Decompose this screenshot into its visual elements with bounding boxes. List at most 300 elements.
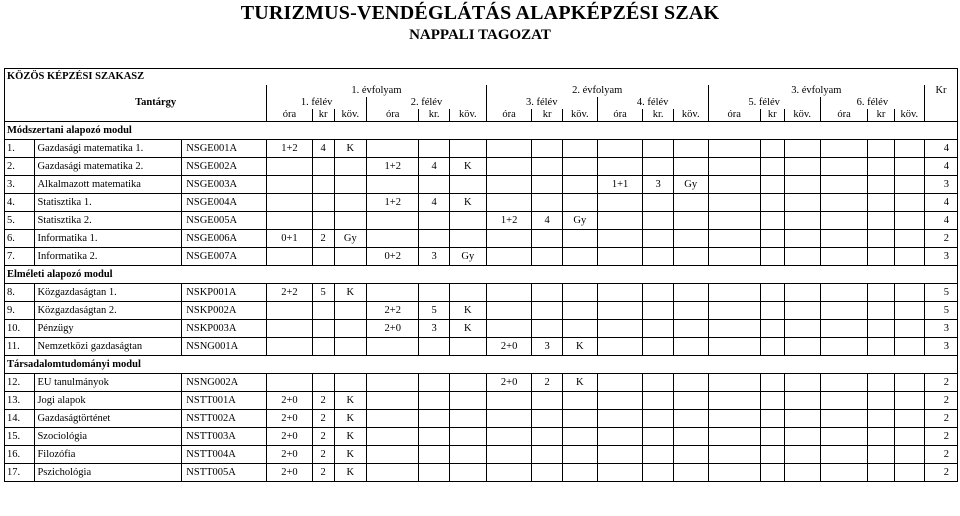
course-requirement: K — [334, 284, 367, 302]
empty-cell — [784, 212, 820, 230]
empty-cell — [312, 176, 334, 194]
curriculum-table — [4, 68, 958, 482]
course-row — [5, 230, 958, 248]
empty-cell — [267, 248, 313, 266]
module-title: Módszertani alapozó modul — [5, 122, 958, 140]
course-number: 1. — [5, 140, 35, 158]
empty-cell — [486, 194, 532, 212]
course-hours: 2+0 — [486, 374, 532, 392]
empty-cell — [419, 212, 449, 230]
empty-cell — [820, 392, 868, 410]
course-hours: 2+0 — [367, 320, 419, 338]
empty-cell — [419, 176, 449, 194]
course-total-credit: 2 — [925, 230, 958, 248]
empty-cell — [784, 230, 820, 248]
empty-cell — [367, 176, 419, 194]
course-credit: 3 — [532, 338, 562, 356]
empty-cell — [894, 374, 924, 392]
empty-cell — [367, 446, 419, 464]
empty-cell — [419, 410, 449, 428]
course-credit: 3 — [643, 176, 673, 194]
empty-cell — [894, 194, 924, 212]
subheader-cell: köv. — [894, 109, 924, 122]
empty-cell — [868, 446, 894, 464]
course-name: Nemzetközi gazdaságtan — [35, 338, 182, 356]
empty-cell — [267, 320, 313, 338]
empty-cell — [334, 158, 367, 176]
course-name: Pénzügy — [35, 320, 182, 338]
subheader-cell: óra — [820, 109, 868, 122]
course-row — [5, 374, 958, 392]
course-total-credit: 2 — [925, 374, 958, 392]
subheader-cell: kr — [312, 109, 334, 122]
course-requirement: Gy — [449, 248, 486, 266]
empty-cell — [643, 464, 673, 482]
empty-cell — [760, 374, 784, 392]
empty-cell — [820, 230, 868, 248]
empty-cell — [643, 428, 673, 446]
course-name: Gazdaságtörténet — [35, 410, 182, 428]
empty-cell — [760, 410, 784, 428]
empty-cell — [562, 320, 597, 338]
empty-cell — [868, 428, 894, 446]
semester-4: 4. félév — [597, 97, 708, 109]
course-number: 5. — [5, 212, 35, 230]
empty-cell — [597, 338, 643, 356]
empty-cell — [267, 194, 313, 212]
course-code: NSGE003A — [182, 176, 267, 194]
empty-cell — [673, 446, 708, 464]
course-row — [5, 392, 958, 410]
course-code: NSTT004A — [182, 446, 267, 464]
empty-cell — [334, 302, 367, 320]
course-number: 2. — [5, 158, 35, 176]
course-row — [5, 302, 958, 320]
empty-cell — [532, 410, 562, 428]
course-total-credit: 4 — [925, 158, 958, 176]
course-code: NSGE002A — [182, 158, 267, 176]
empty-cell — [708, 302, 760, 320]
empty-cell — [597, 212, 643, 230]
empty-cell — [449, 176, 486, 194]
course-number: 13. — [5, 392, 35, 410]
empty-cell — [784, 248, 820, 266]
empty-cell — [419, 428, 449, 446]
empty-cell — [312, 302, 334, 320]
course-hours: 1+2 — [367, 158, 419, 176]
subheader-cell: óra — [267, 109, 313, 122]
empty-cell — [597, 158, 643, 176]
course-hours: 2+2 — [267, 284, 313, 302]
empty-cell — [708, 392, 760, 410]
empty-cell — [760, 140, 784, 158]
course-code: NSTT003A — [182, 428, 267, 446]
empty-cell — [486, 410, 532, 428]
empty-cell — [597, 374, 643, 392]
empty-cell — [419, 230, 449, 248]
module-header-row — [5, 122, 958, 140]
empty-cell — [868, 212, 894, 230]
semester-2: 2. félév — [367, 97, 487, 109]
tantargy-label: Tantárgy — [5, 85, 267, 122]
empty-cell — [820, 194, 868, 212]
empty-cell — [562, 284, 597, 302]
empty-cell — [760, 446, 784, 464]
subheader-cell: köv. — [784, 109, 820, 122]
course-total-credit: 2 — [925, 392, 958, 410]
course-requirement: K — [449, 320, 486, 338]
subheader-cell: köv. — [673, 109, 708, 122]
course-requirement: K — [334, 428, 367, 446]
empty-cell — [784, 284, 820, 302]
empty-cell — [760, 338, 784, 356]
empty-cell — [784, 194, 820, 212]
empty-cell — [673, 428, 708, 446]
course-row — [5, 140, 958, 158]
section-title: KÖZÖS KÉPZÉSI SZAKASZ — [5, 69, 958, 86]
empty-cell — [868, 158, 894, 176]
empty-cell — [784, 374, 820, 392]
empty-cell — [486, 176, 532, 194]
course-requirement: K — [562, 374, 597, 392]
course-row — [5, 194, 958, 212]
empty-cell — [820, 374, 868, 392]
course-total-credit: 2 — [925, 410, 958, 428]
course-row — [5, 248, 958, 266]
empty-cell — [820, 338, 868, 356]
empty-cell — [820, 446, 868, 464]
empty-cell — [868, 374, 894, 392]
empty-cell — [784, 338, 820, 356]
course-code: NSGE006A — [182, 230, 267, 248]
course-code: NSGE004A — [182, 194, 267, 212]
empty-cell — [267, 302, 313, 320]
empty-cell — [334, 374, 367, 392]
course-name: Filozófia — [35, 446, 182, 464]
empty-cell — [894, 302, 924, 320]
empty-cell — [894, 176, 924, 194]
course-name: Statisztika 1. — [35, 194, 182, 212]
course-name: Pszichológia — [35, 464, 182, 482]
course-total-credit: 3 — [925, 176, 958, 194]
course-number: 9. — [5, 302, 35, 320]
empty-cell — [532, 248, 562, 266]
module-title: Elméleti alapozó modul — [5, 266, 958, 284]
course-credit: 3 — [419, 320, 449, 338]
subheader-cell: óra — [597, 109, 643, 122]
course-total-credit: 3 — [925, 320, 958, 338]
empty-cell — [868, 140, 894, 158]
empty-cell — [708, 284, 760, 302]
empty-cell — [643, 410, 673, 428]
empty-cell — [708, 338, 760, 356]
empty-cell — [449, 338, 486, 356]
course-hours: 1+2 — [267, 140, 313, 158]
course-row — [5, 410, 958, 428]
empty-cell — [820, 320, 868, 338]
empty-cell — [486, 140, 532, 158]
course-code: NSGE005A — [182, 212, 267, 230]
empty-cell — [868, 284, 894, 302]
empty-cell — [708, 194, 760, 212]
empty-cell — [708, 446, 760, 464]
empty-cell — [486, 284, 532, 302]
course-credit: 2 — [312, 392, 334, 410]
semester-5: 5. félév — [708, 97, 820, 109]
course-code: NSGE007A — [182, 248, 267, 266]
empty-cell — [673, 410, 708, 428]
subheader-cell: kr — [868, 109, 894, 122]
empty-cell — [708, 428, 760, 446]
empty-cell — [820, 464, 868, 482]
empty-cell — [312, 248, 334, 266]
course-credit: 2 — [312, 446, 334, 464]
empty-cell — [532, 464, 562, 482]
course-number: 4. — [5, 194, 35, 212]
empty-cell — [486, 302, 532, 320]
subheader-cell: kr — [760, 109, 784, 122]
course-requirement: Gy — [673, 176, 708, 194]
course-credit: 2 — [532, 374, 562, 392]
subheader-cell: köv. — [334, 109, 367, 122]
empty-cell — [673, 464, 708, 482]
subheader-cell: köv. — [562, 109, 597, 122]
course-row — [5, 284, 958, 302]
empty-cell — [894, 140, 924, 158]
empty-cell — [562, 464, 597, 482]
empty-cell — [708, 176, 760, 194]
empty-cell — [673, 320, 708, 338]
empty-cell — [419, 464, 449, 482]
empty-cell — [820, 176, 868, 194]
course-name: EU tanulmányok — [35, 374, 182, 392]
empty-cell — [312, 374, 334, 392]
course-code: NSTT005A — [182, 464, 267, 482]
course-name: Jogi alapok — [35, 392, 182, 410]
empty-cell — [449, 464, 486, 482]
empty-cell — [449, 374, 486, 392]
empty-cell — [708, 464, 760, 482]
empty-cell — [820, 212, 868, 230]
empty-cell — [784, 464, 820, 482]
empty-cell — [597, 230, 643, 248]
empty-cell — [894, 392, 924, 410]
empty-cell — [760, 248, 784, 266]
empty-cell — [419, 374, 449, 392]
year-3: 3. évfolyam — [708, 85, 924, 97]
empty-cell — [449, 140, 486, 158]
empty-cell — [334, 176, 367, 194]
course-hours: 2+0 — [486, 338, 532, 356]
empty-cell — [708, 248, 760, 266]
empty-cell — [267, 338, 313, 356]
course-number: 8. — [5, 284, 35, 302]
semester-3: 3. félév — [486, 97, 597, 109]
empty-cell — [708, 140, 760, 158]
empty-cell — [486, 428, 532, 446]
empty-cell — [708, 212, 760, 230]
empty-cell — [449, 230, 486, 248]
course-hours: 2+2 — [367, 302, 419, 320]
empty-cell — [820, 248, 868, 266]
course-name: Informatika 2. — [35, 248, 182, 266]
empty-cell — [449, 212, 486, 230]
empty-cell — [597, 248, 643, 266]
empty-cell — [894, 446, 924, 464]
empty-cell — [894, 230, 924, 248]
empty-cell — [894, 158, 924, 176]
empty-cell — [419, 446, 449, 464]
course-number: 12. — [5, 374, 35, 392]
empty-cell — [868, 320, 894, 338]
empty-cell — [643, 194, 673, 212]
course-total-credit: 3 — [925, 248, 958, 266]
empty-cell — [643, 446, 673, 464]
course-requirement: Gy — [334, 230, 367, 248]
empty-cell — [894, 212, 924, 230]
empty-cell — [532, 158, 562, 176]
course-requirement: K — [562, 338, 597, 356]
subheader-cell: óra — [367, 109, 419, 122]
empty-cell — [868, 392, 894, 410]
empty-cell — [334, 248, 367, 266]
course-name: Gazdasági matematika 2. — [35, 158, 182, 176]
empty-cell — [820, 302, 868, 320]
course-total-credit: 2 — [925, 464, 958, 482]
subheader-cell: kr — [532, 109, 562, 122]
empty-cell — [673, 194, 708, 212]
course-number: 11. — [5, 338, 35, 356]
empty-cell — [562, 158, 597, 176]
empty-cell — [334, 212, 367, 230]
empty-cell — [449, 410, 486, 428]
empty-cell — [643, 374, 673, 392]
course-credit: 2 — [312, 428, 334, 446]
empty-cell — [643, 392, 673, 410]
empty-cell — [419, 392, 449, 410]
course-code: NSKP002A — [182, 302, 267, 320]
empty-cell — [820, 284, 868, 302]
empty-cell — [673, 374, 708, 392]
course-hours: 0+2 — [367, 248, 419, 266]
course-name: Gazdasági matematika 1. — [35, 140, 182, 158]
year-2: 2. évfolyam — [486, 85, 708, 97]
empty-cell — [419, 338, 449, 356]
empty-cell — [760, 176, 784, 194]
semester-1: 1. félév — [267, 97, 367, 109]
course-name: Szociológia — [35, 428, 182, 446]
empty-cell — [643, 338, 673, 356]
course-total-credit: 4 — [925, 194, 958, 212]
empty-cell — [449, 446, 486, 464]
course-requirement: K — [334, 446, 367, 464]
empty-cell — [486, 320, 532, 338]
course-credit: 4 — [419, 194, 449, 212]
empty-cell — [643, 284, 673, 302]
empty-cell — [868, 176, 894, 194]
empty-cell — [562, 176, 597, 194]
empty-cell — [532, 428, 562, 446]
course-hours: 0+1 — [267, 230, 313, 248]
empty-cell — [597, 302, 643, 320]
empty-cell — [449, 428, 486, 446]
empty-cell — [643, 248, 673, 266]
empty-cell — [334, 338, 367, 356]
empty-cell — [643, 230, 673, 248]
course-hours: 2+0 — [267, 464, 313, 482]
course-requirement: K — [449, 302, 486, 320]
course-row — [5, 464, 958, 482]
subheader-cell: kr. — [643, 109, 673, 122]
course-requirement: Gy — [562, 212, 597, 230]
course-total-credit: 5 — [925, 284, 958, 302]
empty-cell — [486, 446, 532, 464]
empty-cell — [760, 284, 784, 302]
empty-cell — [708, 158, 760, 176]
empty-cell — [643, 320, 673, 338]
course-code: NSKP003A — [182, 320, 267, 338]
empty-cell — [708, 410, 760, 428]
empty-cell — [868, 302, 894, 320]
empty-cell — [532, 446, 562, 464]
empty-cell — [267, 212, 313, 230]
course-requirement: K — [449, 194, 486, 212]
empty-cell — [673, 230, 708, 248]
course-number: 7. — [5, 248, 35, 266]
course-name: Alkalmazott matematika — [35, 176, 182, 194]
course-number: 15. — [5, 428, 35, 446]
empty-cell — [820, 428, 868, 446]
semester-6: 6. félév — [820, 97, 924, 109]
empty-cell — [449, 392, 486, 410]
empty-cell — [894, 284, 924, 302]
empty-cell — [532, 230, 562, 248]
course-hours: 1+2 — [486, 212, 532, 230]
course-number: 16. — [5, 446, 35, 464]
course-credit: 3 — [419, 248, 449, 266]
empty-cell — [367, 284, 419, 302]
kr-header: Kr — [925, 85, 958, 97]
empty-cell — [760, 194, 784, 212]
course-hours: 2+0 — [267, 446, 313, 464]
empty-cell — [673, 140, 708, 158]
course-hours: 1+1 — [597, 176, 643, 194]
empty-cell — [367, 140, 419, 158]
empty-cell — [562, 446, 597, 464]
empty-cell — [784, 140, 820, 158]
empty-cell — [820, 140, 868, 158]
empty-cell — [894, 428, 924, 446]
empty-cell — [562, 410, 597, 428]
empty-cell — [597, 194, 643, 212]
course-row — [5, 320, 958, 338]
course-row — [5, 338, 958, 356]
empty-cell — [312, 320, 334, 338]
empty-cell — [894, 248, 924, 266]
course-credit: 4 — [532, 212, 562, 230]
course-credit: 2 — [312, 410, 334, 428]
empty-cell — [367, 212, 419, 230]
empty-cell — [760, 302, 784, 320]
empty-cell — [532, 194, 562, 212]
course-credit: 4 — [312, 140, 334, 158]
empty-cell — [334, 194, 367, 212]
empty-cell — [532, 284, 562, 302]
course-credit: 4 — [419, 158, 449, 176]
empty-cell — [673, 284, 708, 302]
empty-cell — [784, 302, 820, 320]
course-number: 14. — [5, 410, 35, 428]
